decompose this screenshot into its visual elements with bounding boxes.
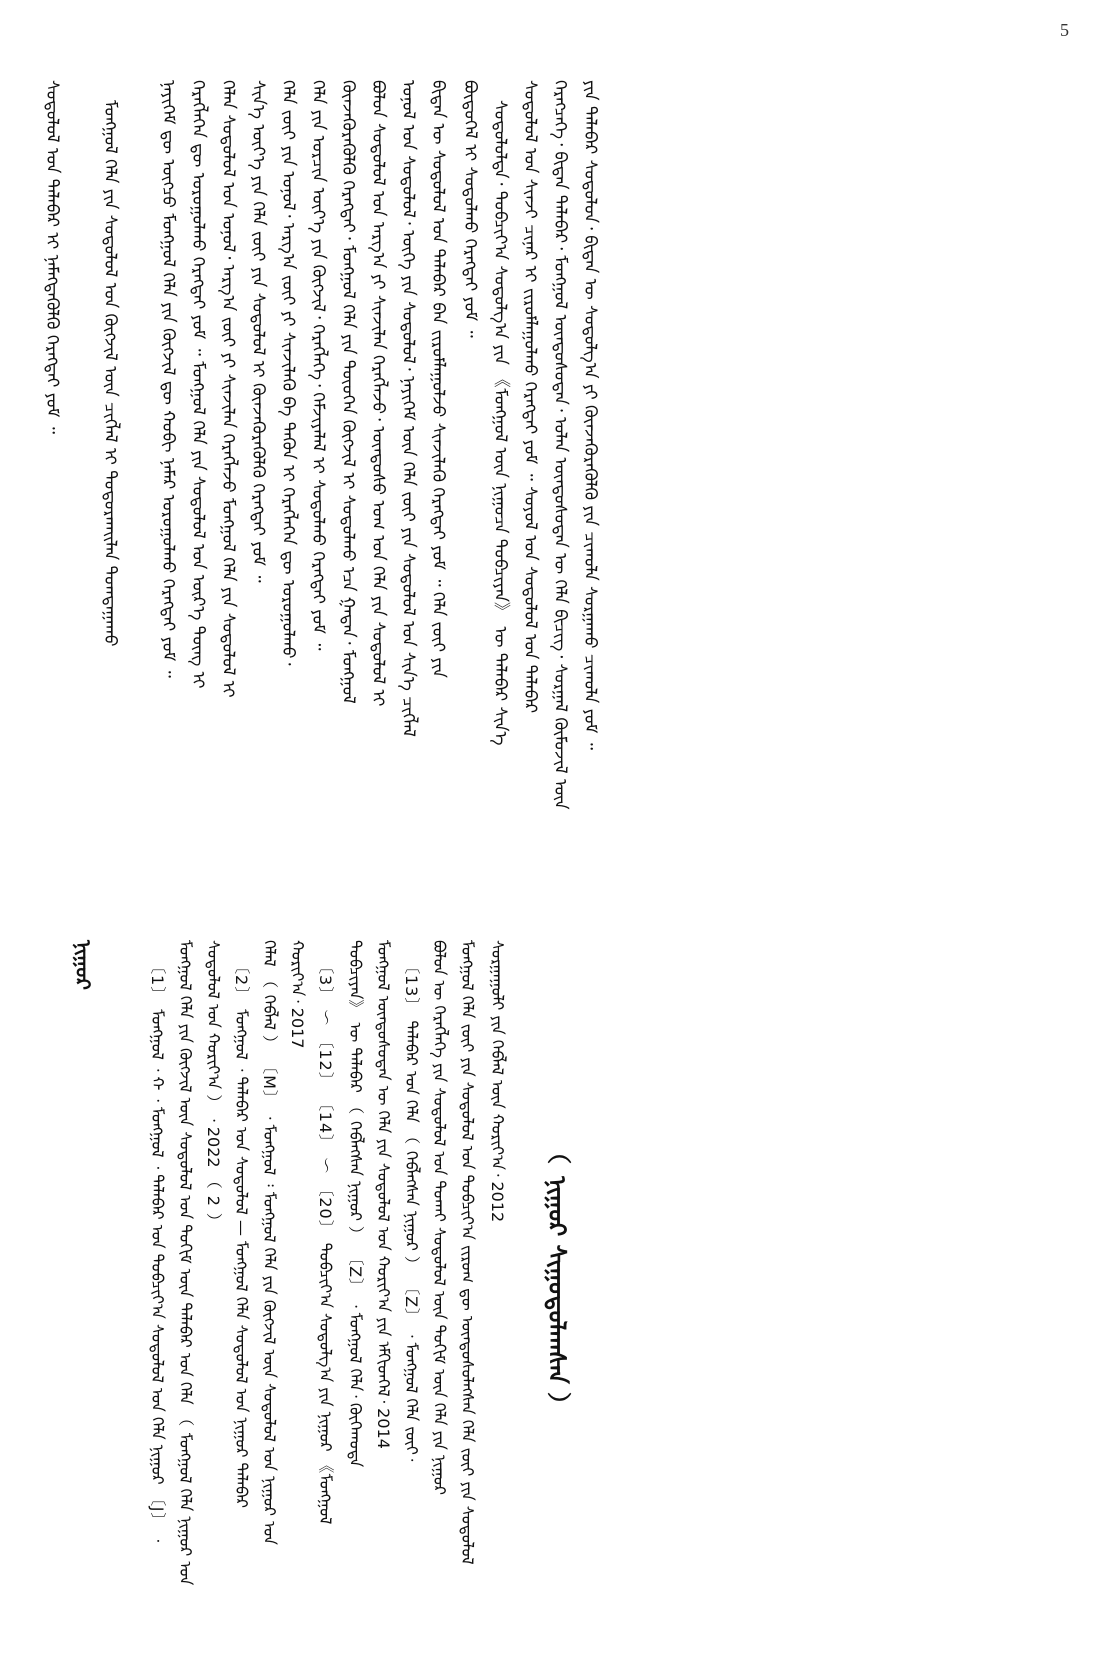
body-line: ᠪᠢᠳᠡᠨ ᠦ ᠰᠤᠳᠤᠯᠤᠯ ᠤᠨ ᠲᠠᠯᠠᠪᠠᠷ ᠪᠠᠨ ᠵᠢᠷᠤᠮᠯᠠᠭᠤᠯᠵᠤ ᠰᠢᠨᠵᠢᠯᠡᠬᠦ ᠬᠡᠷᠡᠭᠲᠡᠢ ᠶᠤᠮ ᠃ ᠬᠡᠯᠡ ᠵᠦᠢ ᠶᠢᠨ [428, 80, 448, 678]
body-line: ᠶᠢᠨ ᠲᠠᠯᠠᠪᠠᠷ ᠰᠤᠳᠤᠯᠤᠨ᠂ ᠪᠢᠳᠡᠨ ᠦ ᠰᠤᠳᠤᠯᠭ᠎ᠠ ᠶᠢ ᠭᠦᠨᠵᠡᠭᠦᠷᠡᠭᠦᠯᠬᠦ ᠶᠢᠨ ᠴᠢᠬᠤᠯᠠ ᠰᠤᠷᠭᠠᠬᠤ ᠴᠢᠬᠤᠯᠠ ᠶᠤᠮ ᠃ [580, 80, 600, 750]
body-line: ᠪᠦᠲᠦᠭᠡᠯ ᠢ ᠰᠤᠳᠤᠯᠬᠤ ᠬᠡᠷᠡᠭᠲᠡᠢ ᠶᠤᠮ ᠃ [460, 80, 480, 338]
reference-line: ᠬᠣᠷᠢᠶ᠎ᠠ᠂ 2017 [288, 940, 307, 1049]
body-line: ᠰᠤᠳᠤᠯᠤᠯᠲᠠ᠂ ᠲᠣᠪᠴᠢᠶ᠎ᠠ ᠰᠤᠳᠤᠯᠭ᠎ᠠ ᠶᠢᠨ 《ᠮᠣᠩᠭᠣᠯ ᠦᠨ ᠨᠢᠭᠤᠴᠠ ᠲᠣᠪᠴᠢᠶᠠᠨ》 ᠦ ᠲᠠᠯᠠᠪᠠᠷ ᠰᠢᠨ᠎ᠡ [490, 100, 510, 746]
reference-line: ᠮᠣᠩᠭᠣᠯ ᠦᠨᠳᠦᠰᠦᠲᠡᠨ ᠦ ᠬᠡᠯᠡ ᠶᠢᠨ ᠰᠤᠳᠤᠯᠤᠯ ᠤᠨ ᠬᠣᠷᠢᠶ᠎ᠠ ᠶᠢᠨ ᠡᠮᠬᠢᠳᠬᠡᠯ᠂ 2014 [374, 940, 393, 1449]
reference-line: 〔13〕 ᠲᠠᠯᠠᠪᠠᠷ ᠤᠨ ᠬᠡᠯᠡ （ ᠬᠡᠪᠯᠡᠭᠰᠡᠨ ᠨᠢᠭᠤᠷ ） 〔Z〕 ᠂ ᠮᠣᠩᠭᠣᠯ ᠬᠡᠯᠡ ᠵᠦᠢ᠂ [402, 958, 421, 1462]
reference-line: ᠬᠡᠯᠡᠯ （ ᠬᠡᠪᠯᠡᠯ ） 〔M〕 ᠂ ᠮᠣᠩᠭᠣᠯ ᠄ ᠮᠣᠩᠭᠣᠯ ᠬᠡᠯᠡ ᠶᠢᠨ ᠬᠥᠭᠵᠢᠯ ᠦᠨ ᠰᠤᠳᠤᠯᠤᠯ ᠤᠨ ᠨᠢᠭᠤᠷ ᠤᠨ [260, 940, 279, 1545]
body-line: ᠨᠡᠶᠢᠭᠡᠮ ᠳᠦ ᠦᠭᠴᠦ ᠮᠣᠩᠭᠣᠯ ᠬᠡᠯᠡ ᠶᠢᠨ ᠬᠥᠭᠵᠢᠯ ᠳᠦ ᠬᠤᠪᠢ ᠨᠡᠮᠡᠷ ᠣᠷᠤᠭᠤᠯᠬᠤ ᠬᠡᠷᠡᠭᠲᠡᠢ ᠶᠤᠮ ᠃ [158, 80, 178, 678]
reference-line: 〔2〕 ᠮᠣᠩᠭᠣᠯ ᠂ ᠲᠠᠯᠠᠪᠠᠷ ᠤᠨ ᠰᠤᠳᠤᠯᠤᠯ — ᠮᠣᠩᠭᠣᠯ ᠬᠡᠯᠡ ᠰᠤᠳᠤᠯᠤᠯ ᠤᠨ ᠨᠢᠭᠤᠷ ᠲᠠᠯᠠᠪᠠᠷ [232, 958, 251, 1508]
reference-line: ᠪᠣᠯᠤᠨ ᠦ ᠬᠡᠷᠡᠭᠯᠡᠭᠡ ᠶᠢᠨ ᠰᠤᠳᠤᠯᠤᠯ ᠤᠨ ᠲᠣᠬᠠᠢ ᠰᠤᠳᠤᠯᠤᠯ ᠦᠨ ᠲᠣᠭᠢᠮ ᠦᠨ ᠬᠡᠯᠡ ᠶᠢᠨ ᠨᠢᠭᠤᠷ [430, 940, 449, 1495]
body-line: ᠮᠣᠩᠭᠣᠯ ᠬᠡᠯᠡ ᠶᠢᠨ ᠰᠤᠳᠤᠯᠤᠯ ᠤᠨ ᠬᠥᠭᠵᠢᠯ ᠦᠨ ᠴᠢᠭᠯᠡᠯ ᠢ ᠲᠣᠳᠤᠷᠬᠠᠢᠯᠠᠨ ᠲᠣᠭᠲᠠᠭᠠᠬᠤ [100, 100, 120, 647]
body-line: ᠭᠦᠨᠵᠡᠭᠦᠷᠡᠭᠦᠯᠬᠦ ᠬᠡᠷᠡᠭᠲᠡᠢ᠂ ᠮᠣᠩᠭᠣᠯ ᠬᠡᠯᠡ ᠶᠢᠨ ᠲᠦᠦᠬᠡᠨ ᠬᠥᠭᠵᠢᠯ ᠢ ᠰᠤᠳᠤᠯᠬᠤ ᠡᠴᠡ ᠭᠠᠳᠠᠨ᠂ ᠮᠣᠩᠭᠣᠯ [338, 80, 358, 704]
reference-line: ᠲᠣᠪᠴᠢᠶᠠᠨ》 ᠦ ᠲᠠᠯᠠᠪᠠᠷ （ ᠬᠡᠪᠯᠡᠭᠰᠡᠨ ᠨᠢᠭᠤᠷ ） 〔Z〕 ᠂ ᠮᠣᠩᠭᠣᠯ ᠬᠡᠯᠡ᠂ ᠬᠥᠬᠡᠬᠣᠲᠠ [346, 940, 365, 1468]
body-line: ᠪᠣᠯᠤᠨ ᠰᠤᠳᠤᠯᠤᠯ ᠤᠨ ᠠᠷᠭ᠎ᠠ ᠶᠢ ᠰᠢᠨᠵᠢᠯᠡᠨ ᠬᠡᠷᠡᠭᠯᠡᠵᠦ᠂ ᠦᠨᠳᠦᠰᠦ ᠤᠭ ᠤᠨ ᠬᠡᠯᠡ ᠶᠢᠨ ᠰᠤᠳᠤᠯᠤᠯ ᠢ [368, 80, 388, 707]
page-number: 5 [1060, 20, 1069, 40]
reference-line: 〔3〕 ～ 〔12〕 〔14〕 ～ 〔20〕 ᠲᠣᠪᠴᠢᠶ᠎ᠠ ᠰᠤᠳᠤᠯᠭ᠎ᠠ ᠶᠢᠨ ᠨᠢᠭᠤᠷ 《ᠮᠣᠩᠭᠣᠯ [316, 958, 335, 1525]
body-line: ᠰᠤᠳᠤᠯᠤᠯ ᠤᠨ ᠲᠠᠯᠠᠪᠠᠷ ᠢ ᠨᠡᠮᠡᠭᠳᠡᠭᠦᠯᠬᠦ ᠬᠡᠷᠡᠭᠲᠡᠢ ᠶᠤᠮ ᠃ [42, 80, 62, 434]
body-line: ᠣᠨᠣᠯ ᠤᠨ ᠰᠤᠳᠤᠯᠤᠯ᠂ ᠦᠭᠡ ᠶᠢᠨ ᠰᠤᠳᠤᠯᠤᠯ᠂ ᠨᠡᠶᠢᠭᠡᠮ ᠦᠨ ᠬᠡᠯᠡ ᠵᠦᠢ ᠶᠢᠨ ᠰᠤᠳᠤᠯᠤᠯ ᠤᠨ ᠰᠢᠨ᠎ᠡ ᠴᠢᠭᠯᠡᠯ [398, 80, 418, 737]
body-line: ᠬᠡᠯᠡᠨ ᠰᠤᠳᠤᠯᠤᠯ ᠤᠨ ᠣᠨᠣᠯ᠂ ᠠᠷᠭ᠎ᠠ ᠵᠦᠢ ᠶᠢ ᠰᠢᠨᠵᠢᠯᠡᠨ ᠬᠡᠷᠡᠭᠯᠡᠵᠦ ᠮᠣᠩᠭᠣᠯ ᠬᠡᠯᠡ ᠶᠢᠨ ᠰᠤᠳᠤᠯᠤᠯ ᠢ [218, 80, 238, 698]
reference-line: 〔1〕 ᠮᠣᠩᠭᠣᠯ ᠂ ᠬ ᠂ ᠮᠣᠩᠭᠣᠯ ᠂ ᠲᠠᠯᠠᠪᠠᠷ ᠤᠨ ᠲᠣᠪᠴᠢᠶ᠎ᠠ ᠰᠤᠳᠤᠯᠤᠯ ᠤᠨ ᠬᠡᠯᠡ ᠨᠢᠭᠤᠷ 〔J〕 ᠂ [148, 958, 167, 1543]
body-line: ᠬᠡᠷᠡᠭᠯᠡᠭᠡᠨ ᠳᠦ ᠣᠷᠤᠭᠤᠯᠬᠤ ᠬᠡᠷᠡᠭᠲᠡᠢ ᠶᠤᠮ ᠃ ᠮᠣᠩᠭᠣᠯ ᠬᠡᠯᠡ ᠶᠢᠨ ᠰᠤᠳᠤᠯᠤᠯ ᠤᠨ ᠦᠷ᠎ᠡ ᠳᠦᠩ ᠢ [188, 80, 208, 689]
body-line: ᠰᠢᠨ᠎ᠡ ᠦᠶ᠎ᠡ ᠶᠢᠨ ᠬᠡᠯᠡ ᠵᠦᠢ ᠶᠢᠨ ᠰᠤᠳᠤᠯᠤᠯ ᠢ ᠭᠦᠨᠵᠡᠭᠦᠷᠡᠭᠦᠯᠬᠦ ᠬᠡᠷᠡᠭᠲᠡᠢ ᠶᠤᠮ ᠃ [248, 80, 268, 583]
body-line: ᠰᠤᠳᠤᠯᠤᠯ ᠤᠨ ᠰᠢᠨᠵᠢ ᠴᠢᠨᠠᠷ ᠢ ᠵᠢᠷᠤᠮᠯᠠᠭᠤᠯᠬᠤ ᠬᠡᠷᠡᠭᠲᠡᠢ ᠶᠤᠮ ᠃ ᠰᠣᠶᠤᠯ ᠤᠨ ᠰᠤᠳᠤᠯᠤᠯ ᠤᠨ ᠲᠠᠯᠠᠪᠠᠷ [520, 80, 540, 714]
body-line: ᠬᠡᠯᠡ ᠵᠦᠢ ᠶᠢᠨ ᠣᠨᠣᠯ᠂ ᠠᠷᠭ᠎ᠠ ᠵᠦᠢ ᠶᠢ ᠰᠢᠨᠵᠢᠯᠡᠬᠦ ᠪᠠ ᠲᠡᠭᠦᠨ ᠢ ᠬᠡᠷᠡᠭᠯᠡᠭᠡᠨ ᠳᠦ ᠣᠷᠤᠭᠤᠯᠬᠤ᠂ [278, 80, 298, 666]
references-heading: （ ᠨᠢᠭᠤᠷ ᠰᠢᠭᠤᠳᠤᠯᠠᠭᠰᠠᠨ ） [543, 1140, 572, 1419]
reference-line: ᠰᠤᠳᠤᠯᠤᠯ ᠤᠨ ᠬᠣᠷᠢᠶ᠎ᠠ ） ᠂ 2022 （ 2 ） [204, 940, 223, 1231]
section-title: ᠨᠢᠭᠤᠷ [71, 940, 95, 990]
reference-line: ᠰᠤᠷᠭᠠᠭᠤᠯᠢ ᠶᠢᠨ ᠬᠡᠪᠯᠡᠯ ᠦᠨ ᠬᠣᠷᠢᠶ᠎ᠠ᠂ 2012 [488, 940, 507, 1223]
reference-line: ᠮᠣᠩᠭᠣᠯ ᠬᠡᠯᠡ ᠵᠦᠢ ᠶᠢᠨ ᠰᠤᠳᠤᠯᠤᠯ ᠤᠨ ᠲᠣᠪᠴᠢᠶ᠎ᠠ ᠵᠢᠷᠤᠭ ᠳᠦ ᠦᠨᠳᠦᠰᠦᠯᠡᠭᠰᠡᠨ ᠬᠡᠯᠡ ᠵᠦᠢ ᠶᠢᠨ ᠰᠤᠳᠤᠯᠤᠯ [458, 940, 477, 1565]
reference-line: ᠮᠣᠩᠭᠣᠯ ᠬᠡᠯᠡ ᠶᠢᠨ ᠬᠥᠭᠵᠢᠯ ᠦᠨ ᠰᠤᠳᠤᠯᠤᠯ ᠤᠨ ᠲᠣᠭᠢᠮ ᠦᠨ ᠲᠠᠯᠠᠪᠠᠷ ᠤᠨ ᠬᠡᠯᠡ （ ᠮᠣᠩᠭᠣᠯ ᠬᠡᠯᠡ ᠨᠢᠭᠤᠷ ᠤᠨ [176, 940, 195, 1586]
body-line: ᠬᠡᠷᠡᠭᠴᠡᠭᠡ᠂ ᠪᠢᠳᠡᠨ ᠲᠠᠯᠠᠪᠠᠷ᠂ ᠮᠣᠩᠭᠣᠯ ᠦᠨᠳᠦᠰᠦᠲᠡᠨ᠂ ᠣᠯᠠᠨ ᠦᠨᠳᠦᠰᠦᠲᠡᠨ ᠦ ᠬᠡᠯᠡ ᠪᠢᠴᠢᠭ᠂ ᠰᠤᠷᠭᠠᠯ ᠬᠦᠮᠦᠵᠢᠯ ᠦᠨ [550, 80, 570, 810]
body-line: ᠬᠡᠯᠡ ᠶᠢᠨ ᠣᠷᠴᠢᠨ ᠦᠶ᠎ᠡ ᠶᠢᠨ ᠬᠥᠭᠵᠢᠯ᠂ ᠬᠡᠷᠡᠭᠯᠡᠭᠡ᠂ ᠬᠡᠮᠵᠢᠶᠡᠯᠡᠯ ᠢ ᠰᠤᠳᠤᠯᠬᠤ ᠬᠡᠷᠡᠭᠲᠡᠢ ᠶᠤᠮ ᠃ [308, 80, 328, 651]
